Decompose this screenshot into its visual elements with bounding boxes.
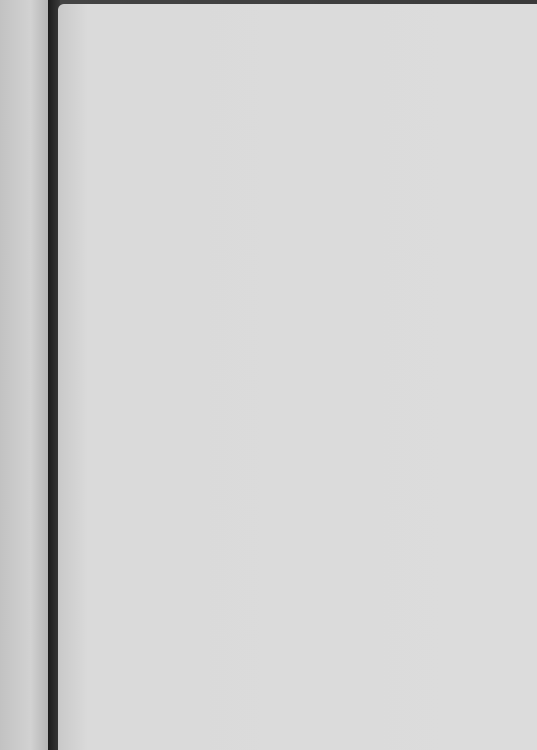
left-page-edge xyxy=(0,0,48,750)
right-page xyxy=(58,4,537,750)
